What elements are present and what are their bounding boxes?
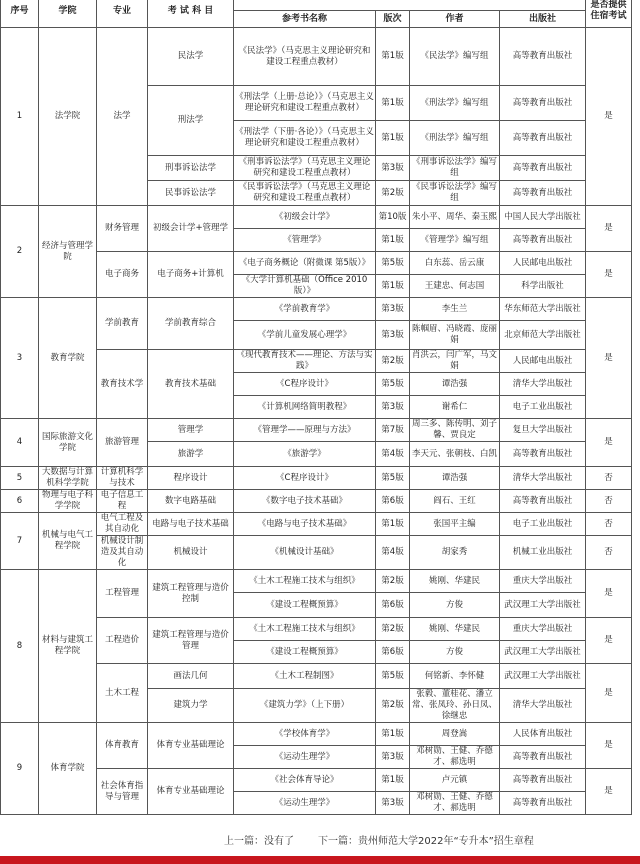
table-cell: 7 bbox=[1, 513, 39, 570]
table-cell: 《土木工程施工技术与组织》 bbox=[234, 570, 376, 593]
table-cell: 大数据与计算机科学学院 bbox=[39, 467, 97, 490]
table-cell: 管理学 bbox=[148, 419, 234, 442]
table-cell: 是 bbox=[586, 723, 632, 769]
table-cell: 《数字电子技术基础》 bbox=[234, 490, 376, 513]
table-cell: 3 bbox=[1, 298, 39, 419]
table-cell: 《刑法学（下册·各论）》（马克思主义理论研究和建设工程重点教材） bbox=[234, 121, 376, 156]
table-cell: 社会体育指导与管理 bbox=[97, 769, 148, 815]
table-cell: 《民事诉讼法学》编写组 bbox=[410, 181, 500, 206]
table-cell: 土木工程 bbox=[97, 664, 148, 723]
table-cell: 5 bbox=[1, 467, 39, 490]
table-cell: 电子商务 bbox=[97, 252, 148, 298]
table-cell: 第4版 bbox=[376, 442, 410, 467]
table-cell: 清华大学出版社 bbox=[500, 467, 586, 490]
table-cell: 重庆大学出版社 bbox=[500, 570, 586, 593]
table-cell: 6 bbox=[1, 490, 39, 513]
table-cell: 否 bbox=[586, 490, 632, 513]
table-cell: 武汉理工大学出版社 bbox=[500, 593, 586, 618]
table-cell: 《机械设计基础》 bbox=[234, 536, 376, 570]
table-cell: 清华大学出版社 bbox=[500, 689, 586, 723]
table-cell: 第3版 bbox=[376, 156, 410, 181]
table-cell: 第3版 bbox=[376, 792, 410, 815]
header-seq: 序号 bbox=[1, 0, 39, 28]
table-cell: 数字电路基础 bbox=[148, 490, 234, 513]
table-cell: 武汉理工大学出版社 bbox=[500, 664, 586, 689]
table-cell: 《建设工程概预算》 bbox=[234, 593, 376, 618]
table-cell: 第3版 bbox=[376, 321, 410, 350]
table-cell: 第6版 bbox=[376, 593, 410, 618]
table-cell: 旅游管理 bbox=[97, 419, 148, 467]
table-cell: 胡家秀 bbox=[410, 536, 500, 570]
prev-article-link[interactable]: 上一篇：没有了 bbox=[224, 836, 294, 847]
table-cell: 法学 bbox=[97, 28, 148, 206]
table-cell: 体育专业基础理论 bbox=[148, 723, 234, 769]
header-author: 作者 bbox=[410, 11, 500, 28]
table-cell: 第1版 bbox=[376, 121, 410, 156]
table-cell: 第2版 bbox=[376, 689, 410, 723]
table-cell: 高等教育出版社 bbox=[500, 490, 586, 513]
table-cell: 第5版 bbox=[376, 467, 410, 490]
table-cell: 《刑事诉讼法学》编写组 bbox=[410, 156, 500, 181]
table-cell: 周登嵩 bbox=[410, 723, 500, 746]
table-cell: 肖洪云，闫广军，马文娟 bbox=[410, 350, 500, 373]
table-cell: 第1版 bbox=[376, 513, 410, 536]
table-cell: 《管理学》编写组 bbox=[410, 229, 500, 252]
table-cell: 科学出版社 bbox=[500, 275, 586, 298]
table-cell: 电气工程及其自动化 bbox=[97, 513, 148, 536]
table-cell: 张毅、董桂花、潘立常、张凤玲、孙日凤、徐继忠 bbox=[410, 689, 500, 723]
table-cell: 李天元、张朝枝、白凯 bbox=[410, 442, 500, 467]
table-cell: 工程管理 bbox=[97, 570, 148, 618]
table-cell: 白东蕊、岳云康 bbox=[410, 252, 500, 275]
table-cell: 电子商务+计算机 bbox=[148, 252, 234, 298]
table-cell: 高等教育出版社 bbox=[500, 156, 586, 181]
table-cell: 教育技术基础 bbox=[148, 350, 234, 419]
table-cell: 电子信息工程 bbox=[97, 490, 148, 513]
table-cell: 卢元镇 bbox=[410, 769, 500, 792]
table-cell: 第3版 bbox=[376, 396, 410, 419]
table-cell: 否 bbox=[586, 513, 632, 536]
table-cell: 《运动生理学》 bbox=[234, 746, 376, 769]
table-cell: 第1版 bbox=[376, 86, 410, 121]
table-cell: 高等教育出版社 bbox=[500, 769, 586, 792]
table-cell: 《学前教育学》 bbox=[234, 298, 376, 321]
table-cell: 是 bbox=[586, 28, 632, 206]
table-cell: 第2版 bbox=[376, 181, 410, 206]
table-cell: 第7版 bbox=[376, 419, 410, 442]
table-cell: 4 bbox=[1, 419, 39, 467]
article-nav bbox=[224, 832, 534, 847]
table-cell: 体育教育 bbox=[97, 723, 148, 769]
table-cell: 学前教育 bbox=[97, 298, 148, 350]
table-cell: 是 bbox=[586, 664, 632, 723]
header-accommodation: 是否提供住宿考试 bbox=[586, 0, 632, 28]
table-cell: 是 bbox=[586, 570, 632, 618]
table-cell: 9 bbox=[1, 723, 39, 815]
table-cell: 重庆大学出版社 bbox=[500, 618, 586, 641]
table-cell: 机械工业出版社 bbox=[500, 536, 586, 570]
header-college: 学院 bbox=[39, 0, 97, 28]
table-cell: 邓树勋、王健、乔德才、郝选明 bbox=[410, 746, 500, 769]
table-cell: 谭浩强 bbox=[410, 373, 500, 396]
table-cell: 国际旅游文化学院 bbox=[39, 419, 97, 467]
table-cell: 《土木工程制图》 bbox=[234, 664, 376, 689]
table-body bbox=[1, 28, 632, 815]
table-row bbox=[1, 513, 632, 536]
table-cell: 经济与管理学院 bbox=[39, 206, 97, 298]
header-major: 专业 bbox=[97, 0, 148, 28]
table-cell: 人民邮电出版社 bbox=[500, 252, 586, 275]
table-cell: 第3版 bbox=[376, 746, 410, 769]
table-cell: 人民体育出版社 bbox=[500, 723, 586, 746]
table-cell: 否 bbox=[586, 467, 632, 490]
table-cell: 体育专业基础理论 bbox=[148, 769, 234, 815]
table-cell: 姚刚、华建民 bbox=[410, 618, 500, 641]
table-cell: 北京师范大学出版社 bbox=[500, 321, 586, 350]
table-row bbox=[1, 723, 632, 746]
table-row bbox=[1, 298, 632, 321]
header-subject: 考 试 科 目 bbox=[148, 0, 234, 28]
table-cell: 否 bbox=[586, 536, 632, 570]
table-cell: 是 bbox=[586, 252, 632, 298]
header-group bbox=[234, 0, 586, 11]
table-cell: 刑法学 bbox=[148, 86, 234, 156]
table-cell: 《现代教育技术——理论、方法与实践》 bbox=[234, 350, 376, 373]
table-cell: 刑事诉讼法学 bbox=[148, 156, 234, 181]
table-cell: 《大学计算机基础（Office 2010版）》 bbox=[234, 275, 376, 298]
table-cell: 是 bbox=[586, 769, 632, 815]
table-cell: 《民事诉讼法学》（马克思主义理论研究和建设工程重点教材） bbox=[234, 181, 376, 206]
table-cell: 体育学院 bbox=[39, 723, 97, 815]
table-cell: 复旦大学出版社 bbox=[500, 419, 586, 442]
table-cell: 高等教育出版社 bbox=[500, 792, 586, 815]
table-cell: 《民法学》（马克思主义理论研究和建设工程重点教材） bbox=[234, 28, 376, 86]
table-cell: 机械与电气工程学院 bbox=[39, 513, 97, 570]
table-cell: 《旅游学》 bbox=[234, 442, 376, 467]
table-cell: 第1版 bbox=[376, 723, 410, 746]
table-cell: 第6版 bbox=[376, 490, 410, 513]
table-cell: 第5版 bbox=[376, 373, 410, 396]
table-cell: 高等教育出版社 bbox=[500, 229, 586, 252]
table-cell: 谭浩强 bbox=[410, 467, 500, 490]
table-cell: 《运动生理学》 bbox=[234, 792, 376, 815]
table-cell: 谢希仁 bbox=[410, 396, 500, 419]
table-cell: 《学前儿童发展心理学》 bbox=[234, 321, 376, 350]
table-cell: 是 bbox=[586, 419, 632, 467]
table-cell: 朱小平、周华、秦玉熙 bbox=[410, 206, 500, 229]
table-cell: 第1版 bbox=[376, 275, 410, 298]
table-cell: 教育学院 bbox=[39, 298, 97, 419]
table-cell: 陈帼眉、冯晓霞、庞丽娟 bbox=[410, 321, 500, 350]
table-cell: 第5版 bbox=[376, 664, 410, 689]
table-cell: 民法学 bbox=[148, 28, 234, 86]
table-cell: 周三多、陈传明、刘子馨、贾良定 bbox=[410, 419, 500, 442]
table-cell: 建筑力学 bbox=[148, 689, 234, 723]
table-cell: 《社会体育导论》 bbox=[234, 769, 376, 792]
table-cell: 邓树勋、王健、乔德才、郝选明 bbox=[410, 792, 500, 815]
table-cell: 阎石、王红 bbox=[410, 490, 500, 513]
table-cell: 第2版 bbox=[376, 618, 410, 641]
table-cell: 第2版 bbox=[376, 570, 410, 593]
table-cell: 方俊 bbox=[410, 593, 500, 618]
table-cell: 武汉理工大学出版社 bbox=[500, 641, 586, 664]
header-book: 参考书名称 bbox=[234, 11, 376, 28]
table-cell: 方俊 bbox=[410, 641, 500, 664]
table-cell: 旅游学 bbox=[148, 442, 234, 467]
table-cell: 计算机科学与技术 bbox=[97, 467, 148, 490]
table-cell: 何铭新、李怀健 bbox=[410, 664, 500, 689]
header-edition: 版次 bbox=[376, 11, 410, 28]
table-cell: 《初级会计学》 bbox=[234, 206, 376, 229]
table-cell: 《土木工程施工技术与组织》 bbox=[234, 618, 376, 641]
table-cell: 是 bbox=[586, 618, 632, 664]
table-cell: 电子工业出版社 bbox=[500, 513, 586, 536]
table-cell: 1 bbox=[1, 28, 39, 206]
table-cell: 第5版 bbox=[376, 252, 410, 275]
table-cell: 第10版 bbox=[376, 206, 410, 229]
table-cell: 电子工业出版社 bbox=[500, 396, 586, 419]
table-cell: 李生兰 bbox=[410, 298, 500, 321]
table-cell: 财务管理 bbox=[97, 206, 148, 252]
table-cell: 高等教育出版社 bbox=[500, 181, 586, 206]
table-cell: 物理与电子科学学院 bbox=[39, 490, 97, 513]
table-row bbox=[1, 419, 632, 442]
table-cell: 第1版 bbox=[376, 229, 410, 252]
table-cell: 《建筑力学》（上下册） bbox=[234, 689, 376, 723]
bottom-bar bbox=[0, 856, 640, 864]
table-row bbox=[1, 467, 632, 490]
table-cell: 第3版 bbox=[376, 298, 410, 321]
table-cell: 法学院 bbox=[39, 28, 97, 206]
table-cell: 电路与电子技术基础 bbox=[148, 513, 234, 536]
table-cell: 第6版 bbox=[376, 641, 410, 664]
table-row bbox=[1, 206, 632, 229]
table-cell: 《电路与电子技术基础》 bbox=[234, 513, 376, 536]
table-row bbox=[1, 570, 632, 593]
table-cell: 《管理学》 bbox=[234, 229, 376, 252]
table-cell: 《刑法学》编写组 bbox=[410, 86, 500, 121]
table-cell: 高等教育出版社 bbox=[500, 442, 586, 467]
table-cell: 第1版 bbox=[376, 28, 410, 86]
table-row bbox=[1, 490, 632, 513]
table-cell: 华东师范大学出版社 bbox=[500, 298, 586, 321]
table-cell: 建筑工程管理与造价管理 bbox=[148, 618, 234, 664]
table-cell: 《刑法学》编写组 bbox=[410, 121, 500, 156]
table-cell: 《C程序设计》 bbox=[234, 467, 376, 490]
table-cell: 8 bbox=[1, 570, 39, 723]
table-cell: 初级会计学+管理学 bbox=[148, 206, 234, 252]
table-cell: 《计算机网络简明教程》 bbox=[234, 396, 376, 419]
table-cell: 中国人民大学出版社 bbox=[500, 206, 586, 229]
table-cell: 是 bbox=[586, 298, 632, 419]
table-cell: 程序设计 bbox=[148, 467, 234, 490]
table-cell: 人民邮电出版社 bbox=[500, 350, 586, 373]
table-cell: 《管理学——原理与方法》 bbox=[234, 419, 376, 442]
table-cell: 画法几何 bbox=[148, 664, 234, 689]
table-cell: 姚刚、华建民 bbox=[410, 570, 500, 593]
table-cell: 建筑工程管理与造价控制 bbox=[148, 570, 234, 618]
next-article-link[interactable]: 下一篇：贵州师范大学2022年“专升本”招生章程 bbox=[318, 836, 534, 847]
table-cell: 《刑事诉讼法学》（马克思主义理论研究和建设工程重点教材） bbox=[234, 156, 376, 181]
table-cell: 第2版 bbox=[376, 350, 410, 373]
table-cell: 《民法学》编写组 bbox=[410, 28, 500, 86]
table-cell: 机械设计制造及其自动化 bbox=[97, 536, 148, 570]
header-publisher: 出版社 bbox=[500, 11, 586, 28]
table-cell: 《刑法学（上册·总论）》（马克思主义理论研究和建设工程重点教材） bbox=[234, 86, 376, 121]
table-cell: 机械设计 bbox=[148, 536, 234, 570]
table-cell: 张国平主编 bbox=[410, 513, 500, 536]
table-cell: 工程造价 bbox=[97, 618, 148, 664]
table-cell: 第1版 bbox=[376, 769, 410, 792]
table-cell: 《电子商务概论（附微课 第5版）》 bbox=[234, 252, 376, 275]
table-cell: 民事诉讼法学 bbox=[148, 181, 234, 206]
table-cell: 《建设工程概预算》 bbox=[234, 641, 376, 664]
table-cell: 高等教育出版社 bbox=[500, 746, 586, 769]
table-cell: 《学校体育学》 bbox=[234, 723, 376, 746]
table-cell: 高等教育出版社 bbox=[500, 86, 586, 121]
table-cell: 教育技术学 bbox=[97, 350, 148, 419]
table-cell: 学前教育综合 bbox=[148, 298, 234, 350]
table-cell: 第4版 bbox=[376, 536, 410, 570]
table-cell: 材料与建筑工程学院 bbox=[39, 570, 97, 723]
table-row bbox=[1, 28, 632, 86]
table-cell: 2 bbox=[1, 206, 39, 298]
table-cell: 《C程序设计》 bbox=[234, 373, 376, 396]
table-cell: 是 bbox=[586, 206, 632, 252]
table-cell: 王建忠、何志国 bbox=[410, 275, 500, 298]
table-cell: 清华大学出版社 bbox=[500, 373, 586, 396]
table-cell: 高等教育出版社 bbox=[500, 121, 586, 156]
table-cell: 高等教育出版社 bbox=[500, 28, 586, 86]
